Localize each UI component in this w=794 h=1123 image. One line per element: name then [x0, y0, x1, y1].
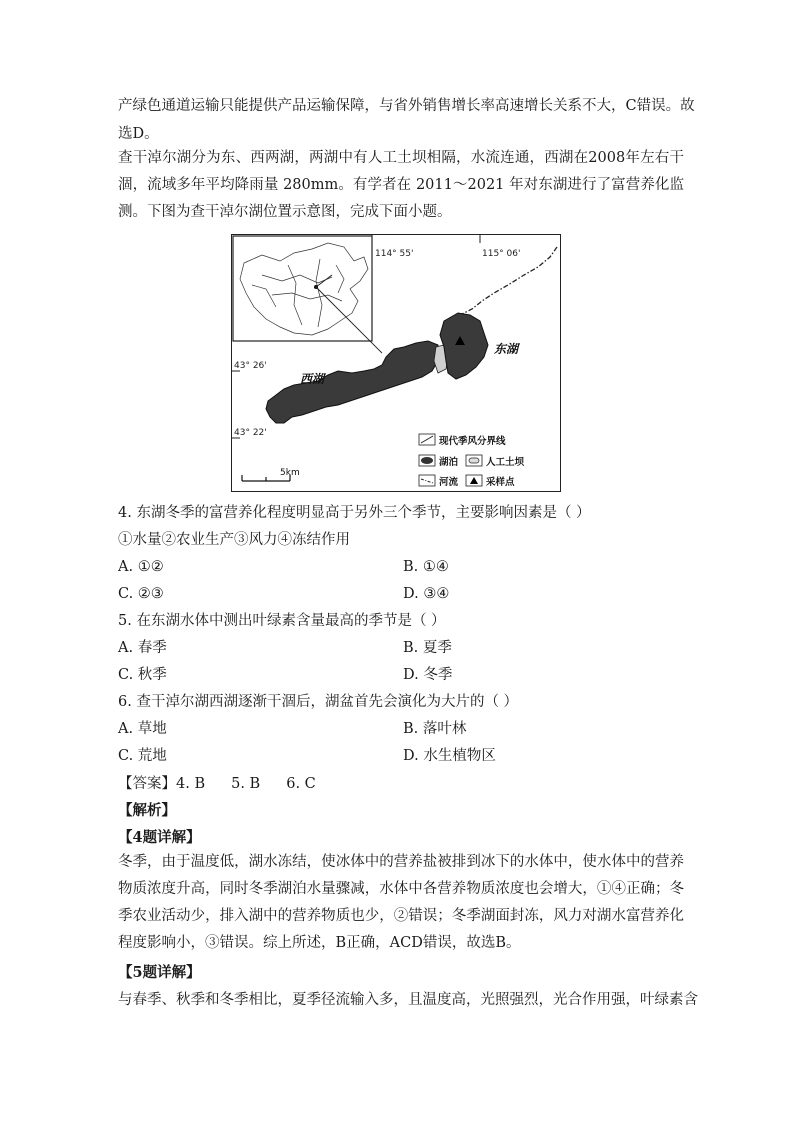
answer-line [118, 774, 342, 794]
analysis-label: 【解析】 [118, 802, 176, 819]
q5-option-c: C. 秋季 [118, 667, 167, 683]
lat-label-1: 43° 26' [234, 361, 267, 371]
east-lake-label: 东湖 [494, 342, 519, 356]
q4-factors: ①水量②农业生产③风力④冻结作用 [118, 532, 350, 548]
intro-line-2: 选D。 [118, 126, 159, 142]
lake-location-map [231, 234, 561, 492]
q4-option-b: B. ①④ [403, 559, 449, 575]
intro-line-1: 产绿色通道运输只能提供产品运输保障，与省外销售增长率高速增长关系不大，C错误。故 [118, 98, 695, 114]
answer-6: 6. C [286, 776, 316, 792]
lat-label-2: 43° 22' [234, 428, 267, 438]
detail4-label: 【4题详解】 [118, 829, 201, 846]
q4-stem: 4. 东湖冬季的富营养化程度明显高于另外三个季节，主要影响因素是（ ） [118, 505, 591, 521]
q6-option-b: B. 落叶林 [403, 721, 467, 737]
q5-stem: 5. 在东湖水体中测出叶绿素含量最高的季节是（ ） [118, 613, 446, 629]
answer-5: 5. B [231, 776, 261, 792]
legend-river-label: 河流 [439, 477, 459, 488]
q6-option-c: C. 荒地 [118, 748, 167, 764]
scale-label: 5km [280, 468, 300, 478]
map-legend [419, 434, 525, 488]
lon-label-2: 115° 06' [482, 249, 521, 259]
answer-4: 4. B [176, 776, 206, 792]
answer-label: 【答案】 [118, 776, 176, 792]
q4-option-c: C. ②③ [118, 586, 164, 602]
q6-option-a: A. 草地 [118, 721, 167, 737]
detail5-text: 与春季、秋季和冬季相比，夏季径流输入多，且温度高，光照强烈，光合作用强，叶绿素含 [118, 992, 698, 1008]
q4-option-d: D. ③④ [403, 586, 450, 602]
west-lake [266, 341, 438, 423]
passage: 查干淖尔湖分为东、西两湖，两湖中有人工土坝相隔，水流连通，西湖在2008年左右干涸，流域多年平均降雨量 280mm。有学者在 2011～2021 年对东湖进行了富营养化监测。下图为查干淖尔湖位置示意图，完成下面小题。 [118, 150, 684, 220]
q5-option-d: D. 冬季 [403, 667, 453, 683]
q6-option-d: D. 水生植物区 [403, 748, 496, 764]
detail4-text: 冬季，由于温度低，湖水冻结，使冰体中的营养盐被排到冰下的水体中，使水体中的营养物质浓度升高，同时冬季湖泊水量骤减，水体中各营养物质浓度也会增大，①④正确；冬季农业活动少，排入湖中的营养物质也少，②错误；冬季湖面封冻，风力对湖水富营养化程度影响小，③错误。综上所述，B正确，ACD错误，故选B。 [118, 854, 684, 951]
east-lake [440, 313, 488, 379]
west-lake-label: 西湖 [300, 372, 325, 386]
q4-option-a: A. ①② [118, 559, 164, 575]
detail5-label: 【5题详解】 [118, 964, 201, 981]
q5-option-b: B. 夏季 [403, 640, 452, 656]
legend-dam-label: 人工土坝 [486, 457, 525, 468]
q6-stem: 6. 查干淖尔湖西湖逐渐干涸后，湖盆首先会演化为大片的（ ） [118, 694, 519, 710]
q5-option-a: A. 春季 [118, 640, 167, 656]
lon-label-1: 114° 55' [375, 249, 414, 259]
legend-sample-label: 采样点 [486, 477, 515, 488]
legend-lake-label: 湖泊 [439, 457, 459, 468]
legend-monsoon-label: 现代季风分界线 [439, 436, 506, 447]
